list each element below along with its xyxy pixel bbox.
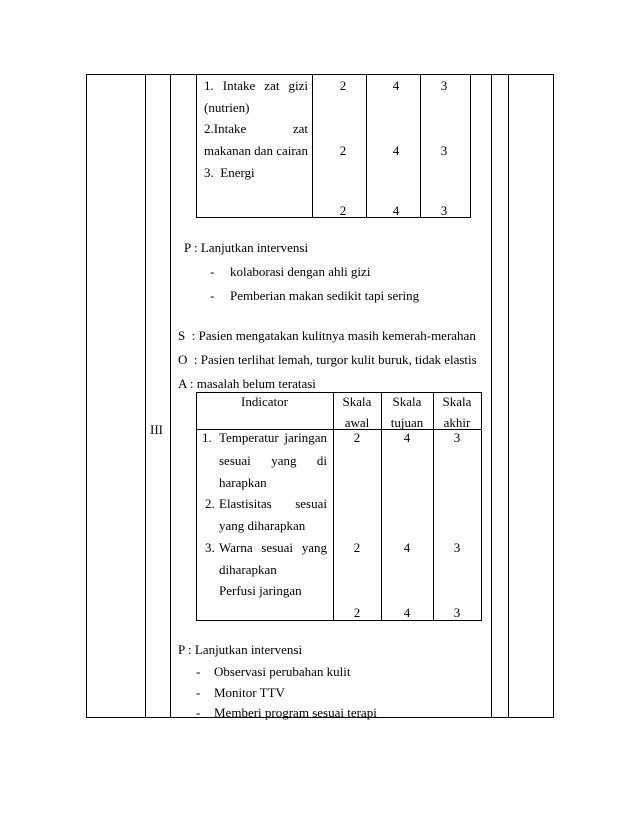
plan-2-item-2: Monitor TTV (214, 685, 285, 700)
plan-2-item-3: Memberi program sesuai terapi (214, 705, 377, 720)
t2-tujuan-2: 4 (403, 540, 411, 555)
t2-item-1-line-1: Temperatur jaringan (219, 430, 327, 445)
t2-item-2-line-1: Elastisitas sesuai (219, 496, 327, 511)
t1-tujuan-2: 4 (392, 143, 400, 158)
plan-1-dash-1: - (210, 264, 215, 279)
t2-header-awal-1: Skala (342, 394, 372, 409)
outer-col-line-1 (86, 74, 87, 718)
t1-line-left (196, 74, 197, 218)
t1-line-b (366, 74, 367, 218)
t2-item-1-number: 1. (202, 430, 212, 445)
t2-awal-2: 2 (353, 540, 361, 555)
t1-akhir-2: 3 (440, 143, 448, 158)
plan-2-item-1: Observasi perubahan kulit (214, 664, 351, 679)
t1-awal-1: 2 (339, 78, 347, 93)
plan-2-dash-2: - (196, 685, 201, 700)
outer-col-line-4 (491, 74, 492, 718)
t2-top-border (196, 392, 482, 393)
t1-tujuan-1: 4 (392, 78, 400, 93)
t2-header-akhir-2: akhir (443, 415, 471, 430)
t2-tujuan-1: 4 (403, 430, 411, 445)
t1-awal-2: 2 (339, 143, 347, 158)
t2-item-1-line-3: harapkan (219, 475, 267, 490)
t1-indicator-2-line-2: makanan dan cairan (204, 143, 308, 158)
t2-awal-3: 2 (353, 605, 361, 620)
t2-item-2-line-2: yang diharapkan (219, 518, 306, 533)
outer-col-line-5 (508, 74, 509, 718)
t1-indicator-1-line-2: (nutrien) (204, 100, 250, 115)
t1-indicator-1-line-1: 1. Intake zat gizi (204, 78, 308, 93)
assessment-note: A : masalah belum teratasi (178, 376, 316, 391)
t2-item-3-number: 3. (205, 540, 215, 555)
t2-item-3-line-2: diharapkan (219, 562, 277, 577)
t2-item-3-line-3: Perfusi jaringan (219, 583, 302, 598)
t2-item-3-line-1: Warna sesuai yang (219, 540, 327, 555)
plan-1-item-1: kolaborasi dengan ahli gizi (230, 264, 371, 279)
t2-header-tujuan-2: tujuan (390, 415, 424, 430)
t2-line-left (196, 392, 197, 621)
t1-indicator-3: 3. Energi (204, 165, 255, 180)
plan-1-title: P : Lanjutkan intervensi (184, 240, 309, 255)
t2-akhir-2: 3 (453, 540, 461, 555)
t2-header-akhir-1: Skala (442, 394, 472, 409)
t1-tujuan-3: 4 (392, 203, 400, 218)
t2-item-1-line-2: sesuai yang di (219, 453, 327, 468)
t2-akhir-3: 3 (453, 605, 461, 620)
plan-2-dash-1: - (196, 664, 201, 679)
t1-akhir-1: 3 (440, 78, 448, 93)
t2-akhir-1: 3 (453, 430, 461, 445)
t2-header-tujuan-1: Skala (392, 394, 422, 409)
row-number: III (150, 422, 163, 437)
subjective-note: S : Pasien mengatakan kulitnya masih kemerah-merahan (178, 328, 476, 343)
t1-indicator-2-line-1: 2. Intake zat (204, 121, 308, 136)
outer-col-line-2 (145, 74, 146, 718)
outer-top-border (86, 74, 554, 75)
objective-note: O : Pasien terlihat lemah, turgor kulit buruk, tidak elastis (178, 352, 477, 367)
plan-1-dash-2: - (210, 288, 215, 303)
plan-2-title: P : Lanjutkan intervensi (178, 642, 303, 657)
t2-awal-1: 2 (353, 430, 361, 445)
t1-line-a (312, 74, 313, 218)
t2-item-2-number: 2. (205, 496, 215, 511)
t2-line-right (481, 392, 482, 621)
t2-header-awal-2: awal (344, 415, 370, 430)
outer-col-line-6 (553, 74, 554, 718)
t1-awal-3: 2 (339, 203, 347, 218)
t1-akhir-3: 3 (440, 203, 448, 218)
t2-header-indicator: Indicator (241, 394, 288, 409)
plan-2-dash-3: - (196, 705, 201, 720)
t1-line-right (470, 74, 471, 218)
plan-1-item-2: Pemberian makan sedikit tapi sering (230, 288, 420, 303)
t1-line-c (420, 74, 421, 218)
outer-col-line-3 (170, 74, 171, 718)
t2-tujuan-3: 4 (403, 605, 411, 620)
